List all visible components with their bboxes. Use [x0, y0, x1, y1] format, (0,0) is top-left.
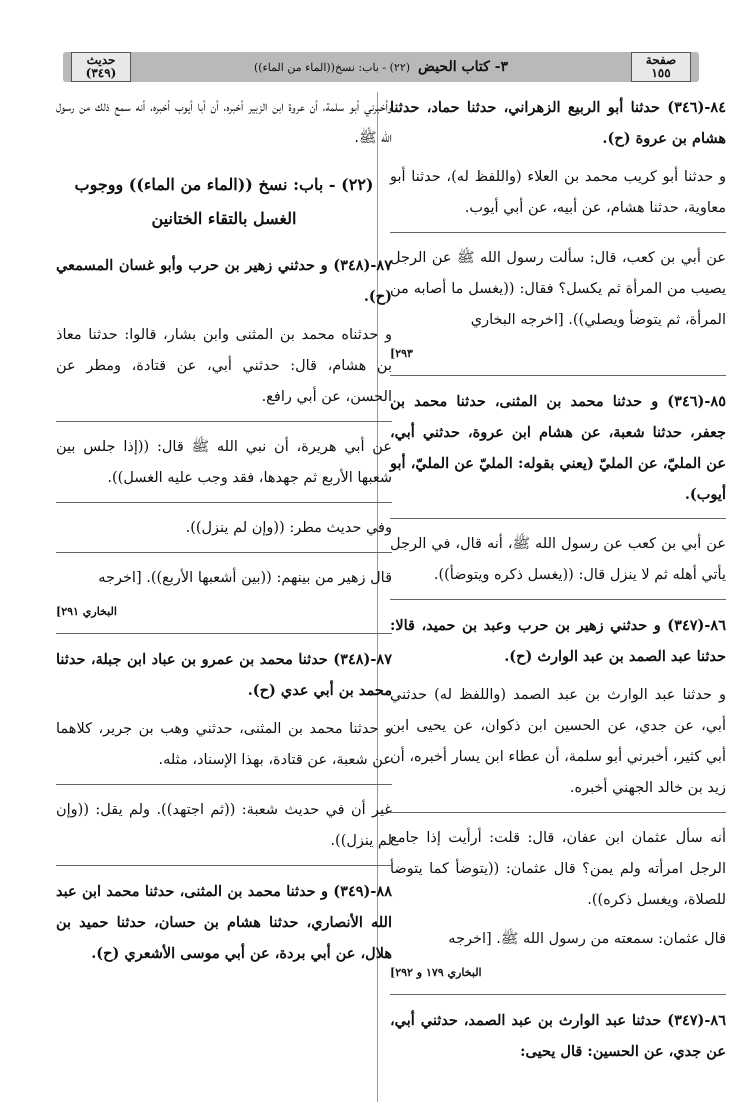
hadith-paragraph: ٨٨-(٣٤٩) و حدثنا محمد بن المثنى، حدثنا محمد ابن عبد الله الأنصاري، حدثنا هشام بن حسان، حدثنا حميد بن هلال، عن أبي بردة، عن أبي موسى الأشعري (ح). — [56, 883, 392, 962]
page-number: ١٥٥ — [651, 66, 671, 80]
chain-paragraph: و حدثنا عبد الوارث بن عبد الصمد (واللفظ له) حدثني أبي، عن جدي، عن الحسين ابن ذكوان، عن يحيى ابن أبي كثير، أخبرني أبو سلمة، أن عطاء ابن يسار أخبره، أن زيد بن خالد الجهني أخبره. — [390, 687, 726, 796]
hadith-label: حديث — [86, 53, 116, 67]
separator — [390, 232, 726, 233]
separator — [56, 865, 392, 866]
hadith-number: (٣٤٩) — [85, 66, 117, 80]
hadith-number-box — [71, 52, 131, 82]
separator — [56, 502, 392, 503]
page-label: صفحة — [645, 53, 677, 67]
separator — [390, 994, 726, 995]
chain-paragraph: و حدثناه محمد بن المثنى وابن بشار، قالوا: حدثنا معاذ بن هشام، قال: حدثني أبي، عن قتادة، ومطر عن الحسن، عن أبي رافع. — [56, 327, 392, 405]
header-title-group — [254, 59, 508, 75]
text-paragraph: عن أبي بن كعب، قال: سألت رسول الله ﷺ عن الرجل يصيب من المرأة ثم يكسل؟ فقال: ((يغسل ما أصابه من المرأة، ثم يتوضأ ويصلي)). [اخرجه البخاري — [390, 250, 726, 328]
text-paragraph: وأخبرني أبو سلمة، أن عروة ابن الزبير أخبره، أن أبا أيوب أخبره، أنه سمع ذلك من رسول الله ﷺ. — [56, 99, 392, 146]
page-number-box — [631, 52, 691, 82]
right-column — [390, 92, 726, 1075]
text-paragraph: قال زهير من بينهم: ((بين أشعبها الأربع)). [اخرجه — [98, 570, 392, 586]
hadith-paragraph: ٨٤-(٣٤٦) حدثنا أبو الربيع الزهراني، حدثنا حماد، حدثنا هشام بن عروة (ح). — [390, 99, 726, 147]
chapter-heading: (٢٢) - باب: نسخ ((الماء من الماء)) ووجوب الغسل بالتقاء الختانين — [74, 175, 374, 228]
reference-tail: ٢٩٣] — [390, 347, 413, 360]
left-column — [56, 92, 392, 977]
text-paragraph: أنه سأل عثمان ابن عفان، قال: قلت: أرأيت إذا جامع الرجل امرأته ولم يمن؟ قال عثمان: ((يتوضأ كما يتوضأ للصلاة، ويغسل ذكره)). — [390, 830, 726, 908]
reference-tail: البخاري ١٧٩ و ٢٩٢] — [390, 966, 482, 979]
text-paragraph: وفي حديث مطر: ((وإن لم ينزل)). — [185, 520, 392, 536]
chain-paragraph: و حدثنا أبو كريب محمد بن العلاء (واللفظ له)، حدثنا أبو معاوية، حدثنا هشام، عن أبيه، عن أبي أيوب. — [390, 169, 726, 216]
reference-tail: البخاري ٢٩١] — [56, 605, 117, 618]
book-title: ٣- كتاب الحيض — [418, 59, 509, 75]
separator — [56, 552, 392, 553]
separator — [56, 633, 392, 634]
chain-paragraph: و حدثنا محمد بن المثنى، حدثني وهب بن جرير، كلاهما عن شعبة، عن قتادة، بهذا الإسناد، مثله. — [56, 721, 392, 768]
hadith-paragraph: ٨٦-(٣٤٧) حدثنا عبد الوارث بن عبد الصمد، حدثني أبي، عن جدي، عن الحسين: قال يحيى: — [390, 1012, 726, 1060]
hadith-paragraph: ٨٧-(٣٤٨) حدثنا محمد بن عمرو بن عباد ابن جبلة، حدثنا محمد بن أبي عدي (ح). — [56, 651, 392, 699]
hadith-paragraph: ٨٧-(٣٤٨) و حدثني زهير بن حرب وأبو غسان المسمعي (ح). — [56, 257, 392, 305]
section-reference: (٢٢) - باب: نسخ((الماء من الماء)) — [253, 61, 411, 74]
text-paragraph: عن أبي بن كعب عن رسول الله ﷺ، أنه قال، في الرجل يأتي أهله ثم لا ينزل قال: ((يغسل ذكره ويتوضأ)). — [390, 536, 726, 583]
separator — [56, 784, 392, 785]
text-paragraph: غير أن في حديث شعبة: ((ثم اجتهد)). ولم يقل: ((وإن لم ينزل)). — [56, 802, 392, 849]
separator — [390, 812, 726, 813]
hadith-paragraph: ٨٥-(٣٤٦) و حدثنا محمد بن المثنى، حدثنا محمد بن جعفر، حدثنا شعبة، عن هشام ابن عروة، حدثني أبي، عن المليّ، عن المليّ (يعني بقوله: المليّ عن المليّ، أبو أيوب). — [390, 393, 726, 503]
separator — [56, 421, 392, 422]
separator — [390, 375, 726, 376]
text-paragraph: عن أبي هريرة، أن نبي الله ﷺ قال: ((إذا جلس بين شعبها الأربع ثم جهدها، فقد وجب عليه الغسل)). — [56, 439, 392, 486]
text-paragraph: قال عثمان: سمعته من رسول الله ﷺ. [اخرجه — [448, 931, 726, 947]
hadith-paragraph: ٨٦-(٣٤٧) و حدثني زهير بن حرب وعبد بن حميد، قالا: حدثنا عبد الصمد بن عبد الوارث (ح). — [390, 617, 726, 665]
page-header — [63, 52, 699, 82]
separator — [390, 518, 726, 519]
separator — [390, 599, 726, 600]
